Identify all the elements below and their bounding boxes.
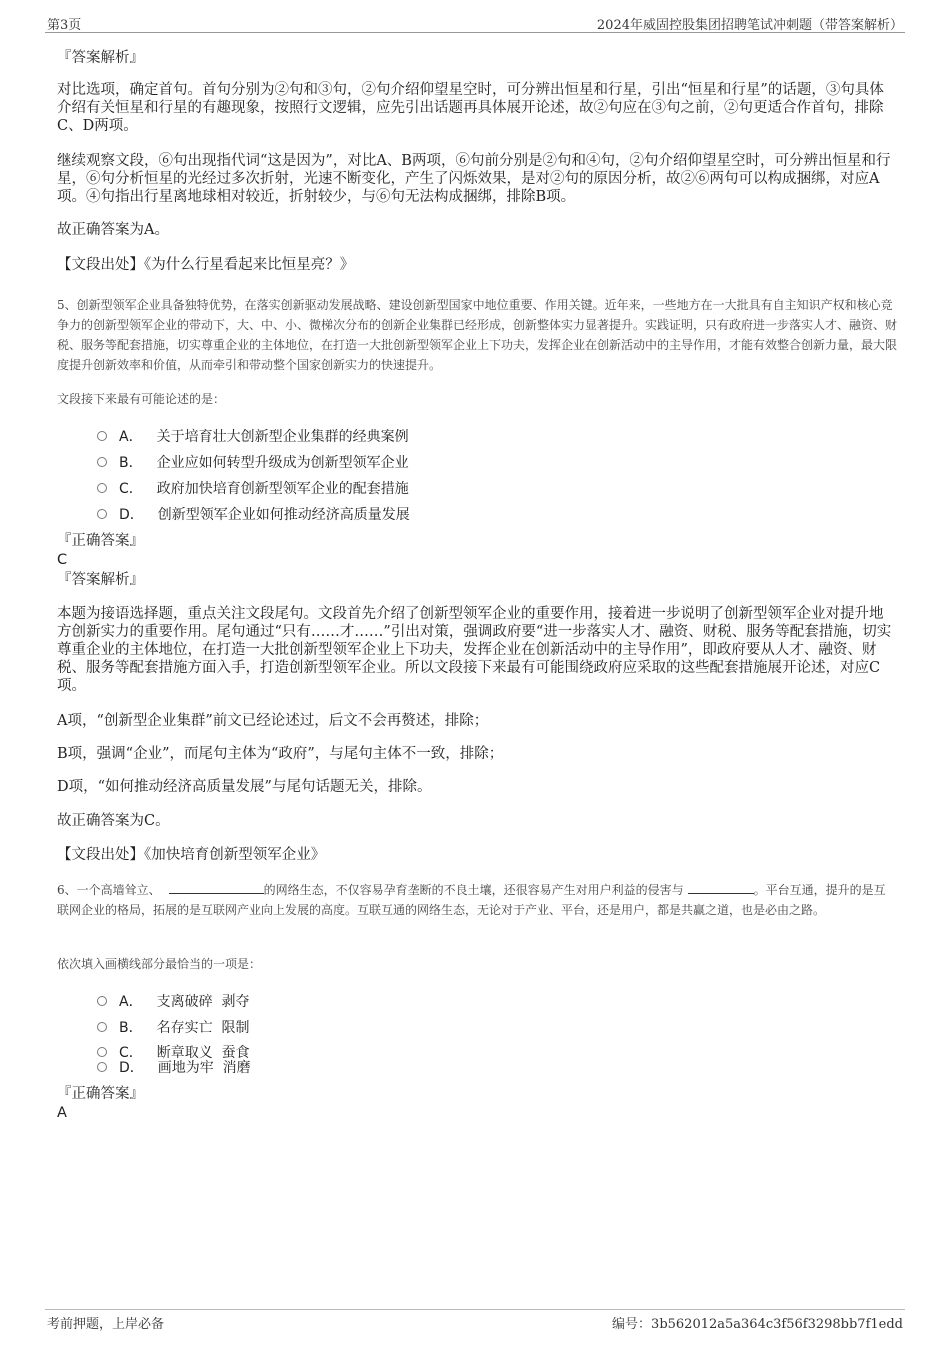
q5-answer: C bbox=[57, 552, 68, 568]
footer-divider bbox=[45, 1309, 905, 1310]
q5-note-b: B项，强调“企业”，而尾句主体为“政府”，与尾句主体不一致，排除； bbox=[57, 746, 504, 762]
option-letter: B． bbox=[119, 1020, 143, 1036]
radio-icon[interactable] bbox=[97, 509, 107, 519]
option-text: 企业应如何转型升级成为创新型领军企业 bbox=[156, 455, 409, 471]
q6-stem bbox=[57, 880, 897, 920]
option-letter: D． bbox=[119, 507, 144, 523]
option-text: 关于培育壮大创新型企业集群的经典案例 bbox=[156, 429, 409, 445]
q5-prompt: 文段接下来最有可能论述的是： bbox=[57, 392, 226, 406]
q5-option-a[interactable] bbox=[97, 426, 409, 446]
q6-stem-part3: 。平台互通， bbox=[753, 883, 826, 897]
q4-analysis-label: 『答案解析』 bbox=[57, 50, 144, 66]
header-divider bbox=[45, 32, 905, 33]
page-number: 第3页 bbox=[47, 18, 82, 33]
radio-icon[interactable] bbox=[97, 431, 107, 441]
q6-answer-label: 『正确答案』 bbox=[57, 1086, 144, 1102]
q5-note-d: D项，“如何推动经济高质量发展”与尾句话题无关，排除。 bbox=[57, 779, 432, 795]
q6-option-b[interactable] bbox=[97, 1017, 250, 1037]
option-text: 政府加快培育创新型领军企业的配套措施 bbox=[156, 481, 409, 497]
q5-analysis: 本题为接语选择题，重点关注文段尾句。文段首先介绍了创新型领军企业的重要作用，接着进一步说明了创新型领军企业对提升地方创新实力的重要作用。尾句通过“只有……才……”引出对策，强调政府要“进一步落实人才、融资、财税、服务等配套措施，切实尊重企业的主体地位，在打造一大批创新型领军企业上下功夫，发挥企业在创新活动中的主导作用”，即政府要从人才、融资、财税、服务等配套措施方面入手，打造创新型领军企业。所以文段接下来最有可能围绕政府应采取的这些配套措施展开论述，对应C项。 bbox=[57, 606, 892, 694]
q6-blank-2 bbox=[688, 881, 754, 894]
option-text: 支离破碎 剥夺 bbox=[156, 994, 250, 1010]
option-text: 创新型领军企业如何推动经济高质量发展 bbox=[157, 507, 410, 523]
q5-answer-label: 『正确答案』 bbox=[57, 533, 144, 549]
option-letter: D． bbox=[119, 1060, 144, 1076]
document-title: 2024年威固控股集团招聘笔试冲刺题（带答案解析） bbox=[596, 18, 903, 33]
footer-slogan: 考前押题，上岸必备 bbox=[47, 1317, 165, 1332]
q5-option-c[interactable] bbox=[97, 478, 409, 498]
q5-option-d[interactable] bbox=[97, 504, 410, 524]
option-text: 断章取义 蚕食 bbox=[156, 1045, 250, 1061]
q6-option-a[interactable] bbox=[97, 991, 249, 1011]
radio-icon[interactable] bbox=[97, 1022, 107, 1032]
q6-answer: A bbox=[57, 1105, 67, 1121]
option-letter: A． bbox=[119, 994, 143, 1010]
radio-icon[interactable] bbox=[97, 483, 107, 493]
radio-icon[interactable] bbox=[97, 996, 107, 1006]
q4-source: 【文段出处】《为什么行星看起来比恒星亮？》 bbox=[57, 257, 355, 273]
option-letter: C． bbox=[119, 1045, 143, 1061]
q5-analysis-label: 『答案解析』 bbox=[57, 572, 144, 588]
q6-prompt: 依次填入画横线部分最恰当的一项是： bbox=[57, 957, 262, 971]
q5-note-a: A项，“创新型企业集群”前文已经论述过，后文不会再赘述，排除； bbox=[57, 713, 489, 729]
q6-option-d[interactable] bbox=[97, 1057, 251, 1077]
q5-stem: 5、创新型领军企业具备独特优势，在落实创新驱动发展战略、建设创新型国家中地位重要、作用关键。近年来，一些地方在一大批具有自主知识产权和核心竞争力的创新型领军企业的带动下，大、中、小、微梯次分布的创新企业集群已经形成，创新整体实力显著提升。实践证明，只有政府进一步落实人才、融资、财税、服务等配套措施，切实尊重企业的主体地位，在打造一大批创新型领军企业上下功夫，发挥企业在创新活动中的主导作用，才能有效整合创新力量，最大限度提升创新效率和价值，从而牵引和带动整个国家创新实力的快速提升。 bbox=[57, 298, 898, 372]
q4-analysis-para2: 继续观察文段，⑥句出现指代词“这是因为”，对比A、B两项，⑥句前分别是②句和④句，②句介绍仰望星空时，可分辨出恒星和行星，⑥句分析恒星的光经过多次折射，光速不断变化，产生了闪烁效果，是对②句的原因分析，故②⑥两句可以构成捆绑，对应A项。④句指出行星离地球相对较近，折射较少，与⑥句无法构成捆绑，排除B项。 bbox=[57, 153, 891, 205]
footer-serial: 编号：3b562012a5a364c3f56f3298bb7f1edd bbox=[612, 1317, 903, 1332]
q4-conclusion: 故正确答案为A。 bbox=[57, 222, 169, 238]
radio-icon[interactable] bbox=[97, 1047, 107, 1057]
q6-stem-part1: 6、一个高墙耸立、 bbox=[57, 883, 161, 897]
option-letter: C． bbox=[119, 481, 143, 497]
option-text: 名存实亡 限制 bbox=[156, 1020, 250, 1036]
option-text: 画地为牢 消磨 bbox=[157, 1060, 251, 1076]
option-letter: B． bbox=[119, 455, 143, 471]
q5-option-b[interactable] bbox=[97, 452, 409, 472]
option-letter: A． bbox=[119, 429, 143, 445]
radio-icon[interactable] bbox=[97, 1062, 107, 1072]
q5-source: 【文段出处】《加快培育创新型领军企业》 bbox=[57, 847, 326, 863]
q6-stem-part2: 的网络生态，不仅容易孕育垄断的不良土壤，还很容易产生对用户利益的侵害与 bbox=[263, 883, 684, 897]
q5-conclusion: 故正确答案为C。 bbox=[57, 813, 170, 829]
q6-blank-1 bbox=[169, 881, 264, 894]
q4-analysis-para1: 对比选项，确定首句。首句分别为②句和③句，②句介绍仰望星空时，可分辨出恒星和行星，引出“恒星和行星”的话题，③句具体介绍有关恒星和行星的有趣现象，按照行文逻辑，应先引出话题再具体展开论述，故②句应在③句之前，②句更适合作首句，排除C、D两项。 bbox=[57, 82, 884, 134]
q6-stem-rest: 提升的是互联网企业的格局，拓展的是互联网产业向上发展的高度。互联互通的网络生态，无论对于产业、平台，还是用户，都是共赢之道，也是必由之路。 bbox=[57, 883, 886, 917]
radio-icon[interactable] bbox=[97, 457, 107, 467]
